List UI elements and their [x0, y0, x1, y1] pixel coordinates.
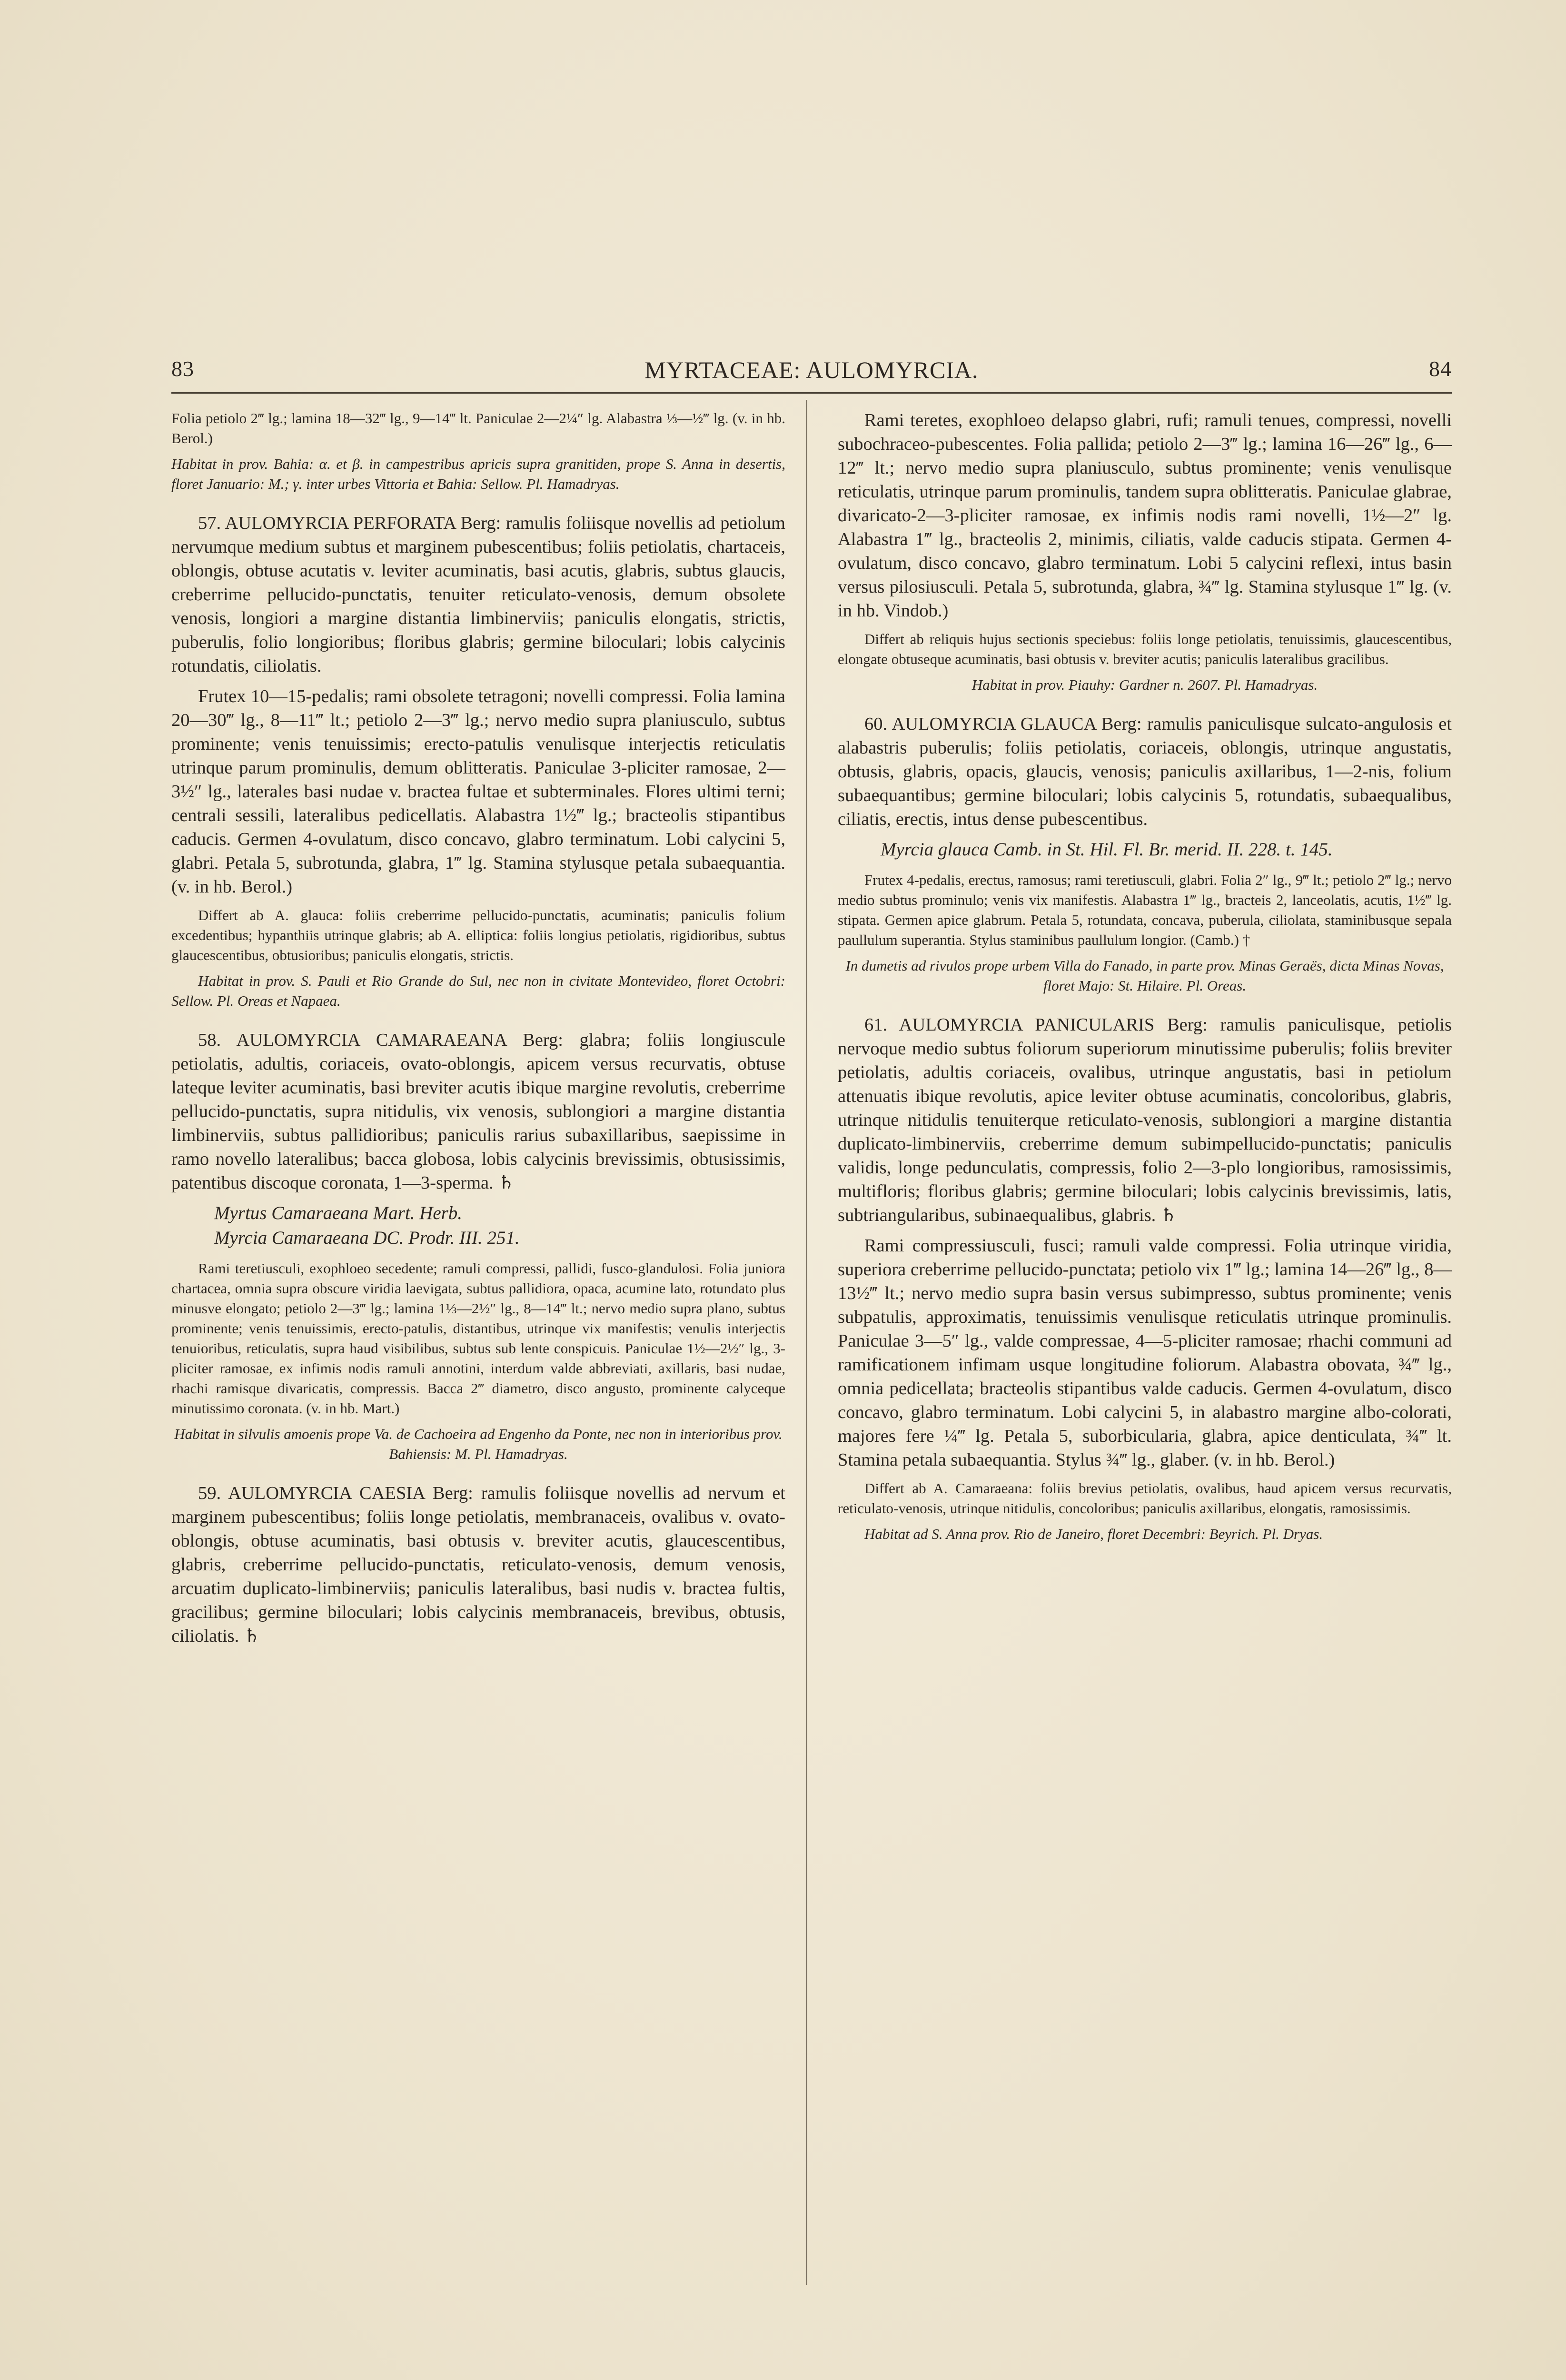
right-column-paragraph: Frutex 4-pedalis, erectus, ramosus; rami teretiusculi, glabri. Folia 2″ lg., 9‴ lt.; petiolo 2‴ lg.; nervo medio subtus prominulo; venis vix manifestis. Alabastra 1‴ lg., bracteis 2, lanceolatis, acutis, 1½‴ lg. stipata. Germen apice glabrum. Petala 5, rotundata, concava, puberula, ciliolata, staminibusque sepala paullulum superantia. Stylus staminibus paullulum longior. (Camb.) † — [838, 872, 1452, 948]
running-title: MYRTACEAE: AULOMYRCIA. — [644, 357, 979, 383]
left-column-paragraph: Myrcia Camaraeana DC. Prodr. III. 251. — [214, 1228, 520, 1248]
column-separator — [806, 400, 807, 2285]
left-column-paragraph: 57. AULOMYRCIA PERFORATA Berg: ramulis foliisque novellis ad petiolum nervumque medium subtus et marginem pubescentibus; foliis petiolatis, chartaceis, oblongis, obtuse acutatis v. leviter acuminatis, basi acutis, glabris, subtus glaucis, creberrime pellucido-punctatis, tenuiter reticulato-venosis, demum obsolete venosis, longiori a margine distantia limbinerviis; paniculis elongatis, strictis, puberulis, folio longioribus; floribus glabris; germine biloculari; lobis calycinis rotundatis, ciliolatis. — [171, 513, 785, 676]
right-column-paragraph: Differt ab A. Camaraeana: foliis brevius petiolatis, ovalibus, haud apicem versus recurvatis, reticulato-venosis, utrinque nitidulis, concoloribus; paniculis axillaribus, elongatis, ramosissimis. — [838, 1480, 1452, 1517]
right-column-paragraph: Habitat ad S. Anna prov. Rio de Janeiro, floret Decembri: Beyrich. Pl. Dryas. — [864, 1526, 1323, 1542]
left-column-paragraph: Habitat in silvulis amoenis prope Va. de Cachoeira ad Engenho da Ponte, nec non in interioribus prov. Bahiensis: M. Pl. Hamadryas. — [174, 1426, 783, 1462]
left-column-paragraph: 58. AULOMYRCIA CAMARAEANA Berg: glabra; foliis longiuscule petiolatis, adultis, coriaceis, ovato-oblongis, apicem versus recurvatis, obtuse lateque leviter acuminatis, basi breviter acutis ibique margine revolutis, creberrime pellucido-punctatis, supra nitidulis, vix venosis, sublongiori a margine distantia limbinerviis, subtus pallidioribus; paniculis rarius subaxillaribus, saepissime in ramo novello lateralibus; bacca globosa, lobis calycinis brevissimis, obtusissimis, patentibus discoque coronata, 1—3-sperma. ♄ — [171, 1030, 785, 1193]
left-column — [171, 408, 785, 1655]
page-number-right: 84 — [1429, 357, 1452, 381]
header-rule — [171, 392, 1452, 394]
left-column-paragraph: Myrtus Camaraeana Mart. Herb. — [214, 1203, 463, 1223]
right-column-paragraph: 60. AULOMYRCIA GLAUCA Berg: ramulis paniculisque sulcato-angulosis et alabastris puberulis; foliis petiolatis, coriaceis, oblongis, utrinque angustatis, obtusis, glabris, opacis, glaucis, venosis; paniculis axillaribus, 1—2-nis, folium subaequantibus; germine biloculari; lobis calycinis 5, rotundatis, subaequalibus, ciliatis, erectis, intus dense pubescentibus. — [838, 714, 1452, 829]
left-column-paragraph: Habitat in prov. S. Pauli et Rio Grande do Sul, nec non in civitate Montevideo, floret Octobri: Sellow. Pl. Oreas et Napaea. — [171, 972, 785, 1009]
right-column-paragraph: In dumetis ad rivulos prope urbem Villa do Fanado, in parte prov. Minas Geraës, dicta Minas Novas, floret Majo: St. Hilaire. Pl. Oreas. — [845, 957, 1444, 994]
right-column-paragraph: Rami compressiusculi, fusci; ramuli valde compressi. Folia utrinque viridia, superiora creberrime pellucido-punctata; petiolo vix 1‴ lg.; lamina 14—26‴ lg., 8—13½‴ lt.; nervo medio supra basin versus subimpresso, subtus prominente; venis subpatulis, approximatis, tenuissimis venulisque reticulatis utrinque prominulis. Paniculae 3—5″ lg., valde compressae, 4—5-pliciter ramosae; rhachi communi ad ramificationem infimam usque longitudine foliorum. Alabastra obovata, ¾‴ lg., omnia pedicellata; bracteolis stipantibus valde caducis. Germen 4-ovulatum, disco concavo, glabro terminatum. Lobi calycini 5, in alabastro margine albo-colorati, majores fere ¼‴ lg. Petala 5, suborbicularia, glabra, apice denticulata, ¾‴ lt. Stamina petala subaequantia. Stylus ¾‴ lg., glaber. (v. in hb. Berol.) — [838, 1236, 1452, 1470]
right-column-paragraph: Rami teretes, exophloeo delapso glabri, rufi; ramuli tenues, compressi, novelli subochraceo-pubescentes. Folia pallida; petiolo 2—3‴ lg.; lamina 16—26‴ lg., 6—12‴ lt.; nervo medio supra planiusculo, subtus prominente; venis venulisque reticulatis, utrinque parum prominulis, tandem supra oblitteratis. Paniculae glabrae, divaricato-2—3-pliciter ramosae, ex infimis nodis rami novelli, 1½—2″ lg. Alabastra 1‴ lg., bracteolis 2, minimis, ciliatis, valde caducis stipata. Germen 4-ovulatum, disco concavo, glabro terminatum. Lobi 5 calycini reflexi, intus basin versus pilosiusculi. Petala 5, subrotunda, glabra, ¾‴ lg. Stamina stylusque 1‴ lg. (v. in hb. Vindob.) — [838, 410, 1452, 621]
running-head — [171, 356, 1452, 389]
left-column-paragraph: 59. AULOMYRCIA CAESIA Berg: ramulis foliisque novellis ad nervum et marginem pubescentibus; foliis longe petiolatis, membranaceis, ovalibus v. ovato-oblongis, obtuse acuminatis, basi obtusis v. breviter acutis, glaucescentibus, glabris, creberrime pellucido-punctatis, reticulato-venosis, demum venosis, arcuatim duplicato-limbinerviis; paniculis lateralibus, basi nudis v. bractea fultis, gracilibus; germine biloculari; lobis calycinis membranaceis, brevibus, obtusis, ciliolatis. ♄ — [171, 1483, 785, 1646]
right-column-paragraph: Differt ab reliquis hujus sectionis speciebus: foliis longe petiolatis, tenuissimis, glaucescentibus, elongate obtuseque acuminatis, basi obtusis v. breviter acutis; paniculis lateralibus gracilibus. — [838, 631, 1452, 667]
left-column-paragraph: Differt ab A. glauca: foliis creberrime pellucido-punctatis, acuminatis; paniculis folium excedentibus; hypanthiis utrinque glabris; ab A. elliptica: foliis longius petiolatis, rigidioribus, subtus glaucescentibus, obtusioribus; paniculis elongatis, strictis. — [171, 907, 785, 963]
left-column-paragraph: Frutex 10—15-pedalis; rami obsolete tetragoni; novelli compressi. Folia lamina 20—30‴ lg., 8—11‴ lt.; petiolo 2—3‴ lg.; nervo medio supra planiusculo, subtus prominente; venis tenuissimis; erecto-patulis venulisque interjectis reticulatis utrinque parum prominulis, demum oblitteratis. Paniculae 3-pliciter ramosae, 2—3½″ lg., laterales basi nudae v. bractea fultae et subterminales. Flores ultimi terni; centrali sessili, lateralibus pedicellatis. Alabastra 1½‴ lg.; bracteolis stipantibus caducis. Germen 4-ovulatum, disco concavo, glabro terminatum. Lobi calycini 5, glabri. Petala 5, subrotunda, glabra, 1‴ lg. Stamina stylusque petala subaequantia. (v. in hb. Berol.) — [171, 686, 785, 897]
left-column-paragraph: Folia petiolo 2‴ lg.; lamina 18—32‴ lg., 9—14‴ lt. Paniculae 2—2¼″ lg. Alabastra ⅓—½‴ lg. (v. in hb. Berol.) — [171, 410, 785, 446]
right-column-paragraph: Habitat in prov. Piauhy: Gardner n. 2607. Pl. Hamadryas. — [971, 676, 1318, 693]
right-column-paragraph: Myrcia glauca Camb. in St. Hil. Fl. Br. merid. II. 228. t. 145. — [881, 839, 1333, 860]
page-number-left: 83 — [171, 357, 194, 381]
right-column-paragraph: 61. AULOMYRCIA PANICULARIS Berg: ramulis paniculisque, petiolis nervoque medio subtus foliorum superiorum minutissime puberulis; foliis breviter petiolatis, adultis coriaceis, ovalibus, utrinque angustatis, basi in petiolum attenuatis ibique revolutis, apice leviter obtuse acuminatis, concoloribus, glabris, utrinque nitidulis tenuiterque reticulato-venosis, sublongiori a margine distantia duplicato-limbinerviis, creberrime demum subimpellucido-punctatis; paniculis validis, longe pedunculatis, compressis, folio 2—3-plo longioribus, ramosissimis, multifloris; floribus glabris; germine biloculari; lobis calycinis brevissimis, latis, subtriangularibus, subinaequalibus, glabris. ♄ — [838, 1015, 1452, 1225]
left-column-paragraph: Rami teretiusculi, exophloeo secedente; ramuli compressi, pallidi, fusco-glandulosi. Folia juniora chartacea, omnia supra obscure viridia laevigata, subtus pallidiora, opaca, acumine lato, rotundato plus minusve elongato; petiolo 2—3‴ lg.; lamina 1⅓—2½″ lg., 8—14‴ lt.; nervo medio supra plano, subtus prominente; venis tenuissimis, erecto-patulis, distantibus, utrinque vix manifestis; venulis interjectis tenuioribus, reticulatis, supra haud visibilibus, subtus sub lente conspicuis. Paniculae 1½—2½″ lg., 3-pliciter ramosae, ex infimis nodis ramuli annotini, interdum valde abbreviati, axillaris, basi nudae, rhachi ramisque divaricatis, compressis. Bacca 2‴ diametro, disco angusto, prominente calyceque minutissimo coronata. (v. in hb. Mart.) — [171, 1260, 785, 1417]
left-column-paragraph: Habitat in prov. Bahia: α. et β. in campestribus apricis supra granitiden, prope S. Anna in desertis, floret Januario: M.; γ. inter urbes Vittoria et Bahia: Sellow. Pl. Hamadryas. — [171, 456, 785, 492]
right-column — [838, 408, 1452, 1550]
